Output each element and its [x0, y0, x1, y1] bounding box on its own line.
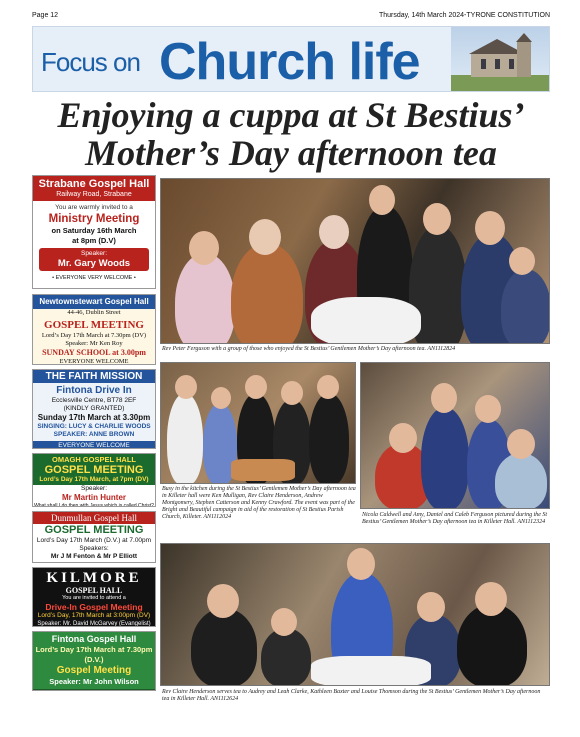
omagh-gospel-hall-ad: [32, 453, 156, 507]
ad-sunday-school: SUNDAY SCHOOL at 3.00pm: [42, 348, 146, 357]
ad-title: KILMORE: [46, 570, 142, 586]
photo-group-mothers-day-tea: [160, 178, 550, 344]
ad-welcome: [33, 689, 155, 691]
person-figure: [261, 628, 311, 686]
ad-meeting: Ministry Meeting: [48, 213, 140, 225]
person-head: [475, 211, 505, 245]
person-head: [245, 375, 267, 399]
ad-date: Lord’s Day, 17th March at 3:00pm (DV): [37, 612, 151, 619]
headline: [32, 96, 550, 172]
person-figure: [231, 243, 303, 344]
masthead-focus-on: Focus on: [41, 47, 140, 77]
ad-date: Lord’s Day 17th March, at 7pm (DV): [33, 476, 155, 485]
ad-title: OMAGH GOSPEL HALL: [33, 454, 155, 464]
ad-event: Fintona Drive In: [56, 385, 132, 396]
photo-caption: Rev Claire Henderson serves tea to Audrey and Leah Clarke, Kathleen Baxter and Louise Thomson during the St Bestius’ Gentlemen Mother’s Day afternoon tea in Killeter Hall. AN1112624: [162, 689, 541, 702]
ad-speakers: Mr J M Fenton & Mr P Elliott: [50, 553, 138, 560]
ad-date: on Saturday 16th March: [51, 226, 137, 235]
ad-meeting: GOSPEL MEETING: [44, 524, 144, 536]
ad-title: Newtownstewart Gospel Hall: [39, 297, 149, 306]
person-figure: [495, 453, 547, 509]
person-head: [175, 375, 197, 399]
person-head: [417, 592, 445, 622]
person-figure: [175, 253, 235, 344]
ad-header: [33, 176, 155, 201]
fintona-gospel-hall-ad: [32, 631, 156, 691]
person-head: [249, 219, 281, 255]
photo-kitchen-helpers: [160, 362, 356, 484]
ad-subtitle: GOSPEL HALL: [65, 586, 123, 595]
page-header: [32, 12, 550, 24]
ad-title: Dunmullan Gospel Hall: [33, 512, 155, 524]
ad-address: Railway Road, Strabane: [56, 191, 132, 198]
ad-title: Fintona Gospel Hall: [51, 634, 137, 644]
headline-line-2: Mother’s Day afternoon tea: [85, 133, 497, 173]
ad-speaker-label: Speaker:: [80, 485, 108, 492]
ad-welcome: • EVERYONE VERY WELCOME •: [52, 275, 136, 281]
photo-caption: Nicola Caldwell and Amy, Daniel and Caleb Ferguson pictured during the St Bestius’ Gentlemen Mother’s Day afternoon tea in Killeter Hall. AN1112324: [362, 512, 548, 525]
person-figure: [311, 297, 421, 344]
ad-speakers-label: Speakers:: [79, 545, 109, 552]
ad-welcome: EVERYONE WELCOME: [59, 358, 129, 365]
person-head: [189, 231, 219, 265]
person-figure: [311, 656, 431, 686]
ad-title: Strabane Gospel Hall: [38, 178, 150, 190]
section-masthead: [32, 26, 550, 92]
church-illustration: [451, 27, 549, 92]
kilmore-gospel-hall-ad: [32, 567, 156, 627]
ad-speaker: Speaker: Mr Ken Roy: [65, 340, 123, 347]
faith-mission-ad: [32, 369, 156, 449]
ad-meeting: GOSPEL MEETING: [33, 464, 155, 476]
strabane-gospel-hall-ad: [32, 175, 156, 289]
dunmullan-gospel-hall-ad: [32, 511, 156, 563]
ad-invite: You are invited to attend a: [62, 595, 126, 601]
person-figure: [421, 407, 469, 509]
person-head: [271, 608, 297, 636]
person-head: [317, 375, 339, 399]
ad-venue: Ecclesville Centre, BT78 2EF: [51, 397, 137, 404]
photo-serving-tea: [160, 543, 550, 686]
person-head: [281, 381, 303, 405]
ad-meeting: Gospel Meeting: [56, 665, 132, 676]
ad-speaker: Mr Martin Hunter: [62, 493, 126, 502]
person-head: [319, 215, 349, 249]
ad-date: Lord’s Day 17th March at 7.30pm (DV): [41, 332, 147, 339]
ad-header: [33, 295, 155, 309]
person-figure: [231, 459, 295, 481]
ad-speaker: Speaker: Mr John Wilson: [49, 677, 139, 686]
photo-caption: Busy in the kitchen during the St Bestius’ Gentlemen Mother’s Day afternoon tea in Killeter hall were Ken Mulligan, Rev Claire Henderson, Andrew Montgomery, Stephen Catterson and Kenny Crawford. The event was part of the Bright and Beautiful campaign in aid of the restoration of St Bestius Parish Church, Killeter. AN1112024: [162, 486, 356, 520]
ad-time: at 8pm (D.V): [72, 235, 116, 245]
person-head: [211, 387, 231, 409]
ad-speaker-box: [39, 248, 149, 271]
person-head: [207, 584, 239, 618]
ad-speaker: Mr. Gary Woods: [57, 258, 131, 269]
dateline: Thursday, 14th March 2024-TYRONE CONSTITUTION: [378, 12, 550, 19]
person-figure: [501, 269, 550, 344]
person-figure: [167, 393, 203, 484]
person-head: [509, 247, 535, 275]
newtownstewart-gospel-hall-ad: [32, 294, 156, 365]
person-figure: [457, 604, 527, 686]
ad-speaker: Speaker: Mr. David McGarvey (Evangelist): [37, 621, 151, 627]
person-head: [507, 429, 535, 459]
ad-singing: SINGING: LUCY & CHARLIE WOODS: [37, 423, 151, 430]
church-photo: [451, 27, 549, 92]
ad-address: 44-46, Dublin Street: [67, 309, 121, 316]
ad-date: Sunday 17th March at 3.30pm: [37, 413, 151, 422]
person-figure: [191, 608, 257, 686]
photo-ferguson-family: [360, 362, 550, 509]
ad-speaker-label: Speaker:: [80, 250, 108, 257]
ad-meeting: GOSPEL MEETING: [44, 319, 144, 331]
person-figure: [309, 393, 349, 484]
ad-date: Lord’s Day 17th March (D.V.) at 7.00pm: [36, 537, 152, 544]
person-head: [475, 582, 507, 616]
headline-line-1: Enjoying a cuppa at St Bestius’: [57, 95, 525, 135]
person-head: [431, 383, 457, 413]
person-head: [389, 423, 417, 453]
person-head: [423, 203, 451, 235]
ad-date: Lord’s Day 17th March at 7.30pm (D.V.): [35, 645, 153, 664]
ad-verse: What shall I do then with Jesus which is called Christ?: [34, 503, 154, 507]
person-head: [369, 185, 395, 215]
ad-kindly: (KINDLY GRANTED): [63, 405, 125, 412]
ad-meeting: Drive-In Gospel Meeting: [45, 602, 143, 612]
ad-welcome: [33, 561, 155, 563]
ad-invite: You are warmly invited to a: [55, 204, 133, 211]
person-head: [475, 395, 501, 423]
masthead-church-life: Church life: [159, 33, 420, 91]
ad-speaker: SPEAKER: ANNE BROWN: [53, 431, 135, 438]
ad-welcome: EVERYONE WELCOME: [33, 441, 155, 449]
ad-title: THE FAITH MISSION: [33, 370, 155, 383]
page-number: Page 12: [32, 12, 59, 19]
person-head: [347, 548, 375, 580]
photo-caption: Rev Peter Ferguson with a group of those who enjoyed the St Bestius’ Gentlemen Mother’s Day afternoon tea. AN1112824: [162, 346, 456, 352]
